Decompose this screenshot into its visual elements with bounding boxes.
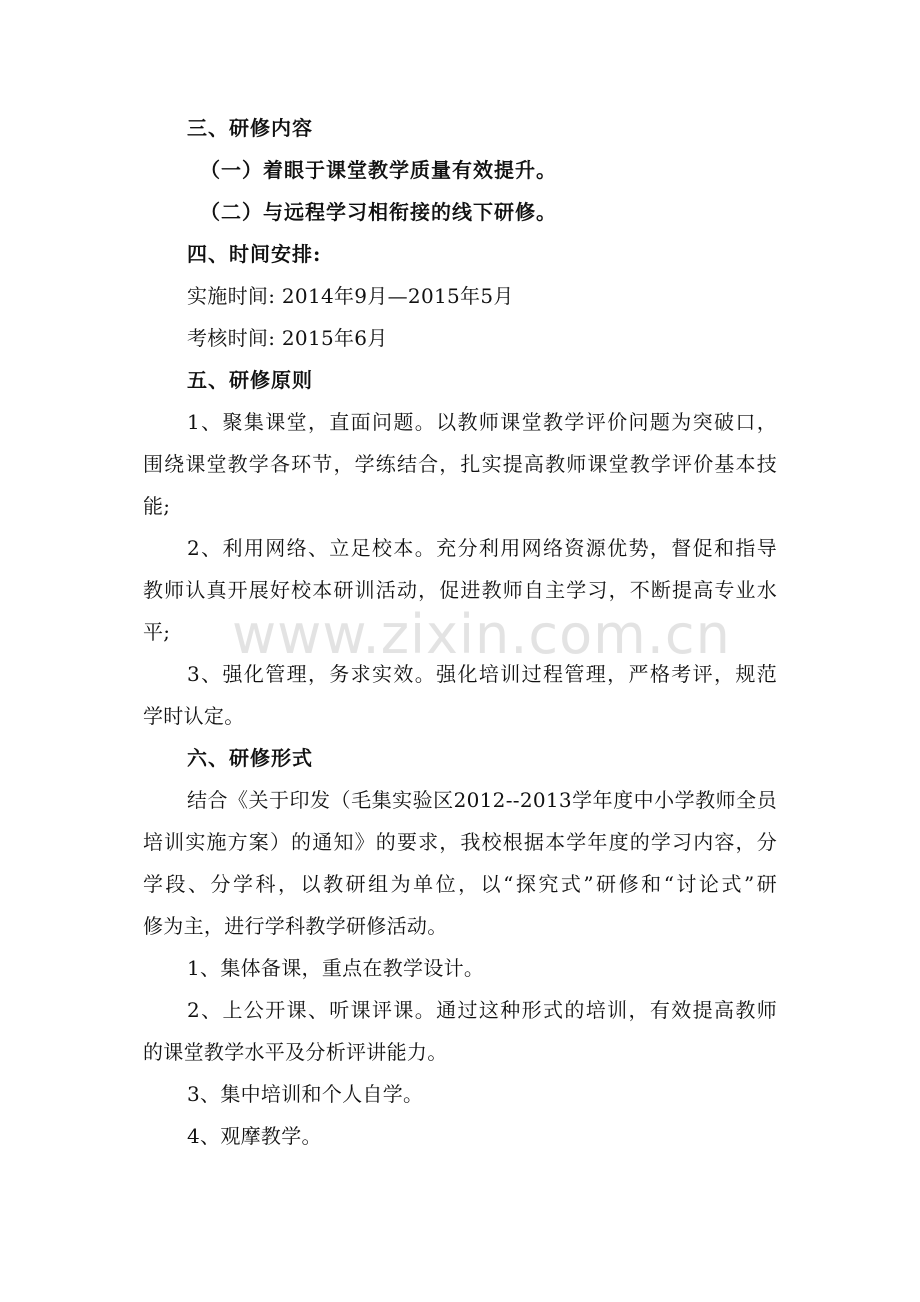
- form-item-2-line-2: 的课堂教学水平及分析评讲能力。: [143, 1040, 448, 1064]
- principle-1-line-2: 围绕课堂教学各环节，学练结合，扎实提高教师课堂教学评价基本技: [143, 452, 777, 476]
- form-item-4: 4、观摩教学。: [187, 1124, 322, 1148]
- form-item-1: 1、集体备课，重点在教学设计。: [187, 956, 485, 980]
- form-intro-line-1: 结合《关于印发（毛集实验区2012--2013学年度中小学教师全员: [187, 788, 777, 812]
- section-3-item-2: （二）与远程学习相衔接的线下研修。: [200, 200, 557, 224]
- principle-2-line-3: 平;: [143, 620, 171, 644]
- principle-3-line-2: 学时认定。: [143, 704, 245, 728]
- assessment-time: 考核时间: 2015年6月: [187, 326, 388, 350]
- principle-1-line-1: 1、聚集课堂，直面问题。以教师课堂教学评价问题为突破口，: [187, 410, 777, 434]
- form-item-3: 3、集中培训和个人自学。: [187, 1082, 424, 1106]
- form-item-2-line-1: 2、上公开课、听课评课。通过这种形式的培训，有效提高教师: [187, 998, 777, 1022]
- section-5-heading: 五、研修原则: [187, 368, 313, 392]
- section-3-item-1: （一）着眼于课堂教学质量有效提升。: [200, 158, 557, 182]
- principle-1-line-3: 能;: [143, 494, 171, 518]
- implementation-time: 实施时间: 2014年9月—2015年5月: [187, 284, 514, 308]
- section-6-heading: 六、研修形式: [187, 746, 313, 770]
- principle-2-line-2: 教师认真开展好校本研训活动，促进教师自主学习，不断提高专业水: [143, 578, 777, 602]
- section-3-heading: 三、研修内容: [187, 116, 313, 140]
- principle-2-line-1: 2、利用网络、立足校本。充分利用网络资源优势，督促和指导: [187, 536, 777, 560]
- form-intro-line-4: 修为主，进行学科教学研修活动。: [143, 914, 448, 938]
- form-intro-line-2: 培训实施方案）的通知》的要求，我校根据本学年度的学习内容，分: [143, 830, 777, 854]
- section-4-heading: 四、时间安排:: [187, 242, 322, 266]
- principle-3-line-1: 3、强化管理，务求实效。强化培训过程管理，严格考评，规范: [187, 662, 777, 686]
- form-intro-line-3: 学段、分学科，以教研组为单位，以“探究式”研修和“讨论式”研: [143, 872, 777, 896]
- watermark: www.zixin.com.cn: [232, 603, 731, 666]
